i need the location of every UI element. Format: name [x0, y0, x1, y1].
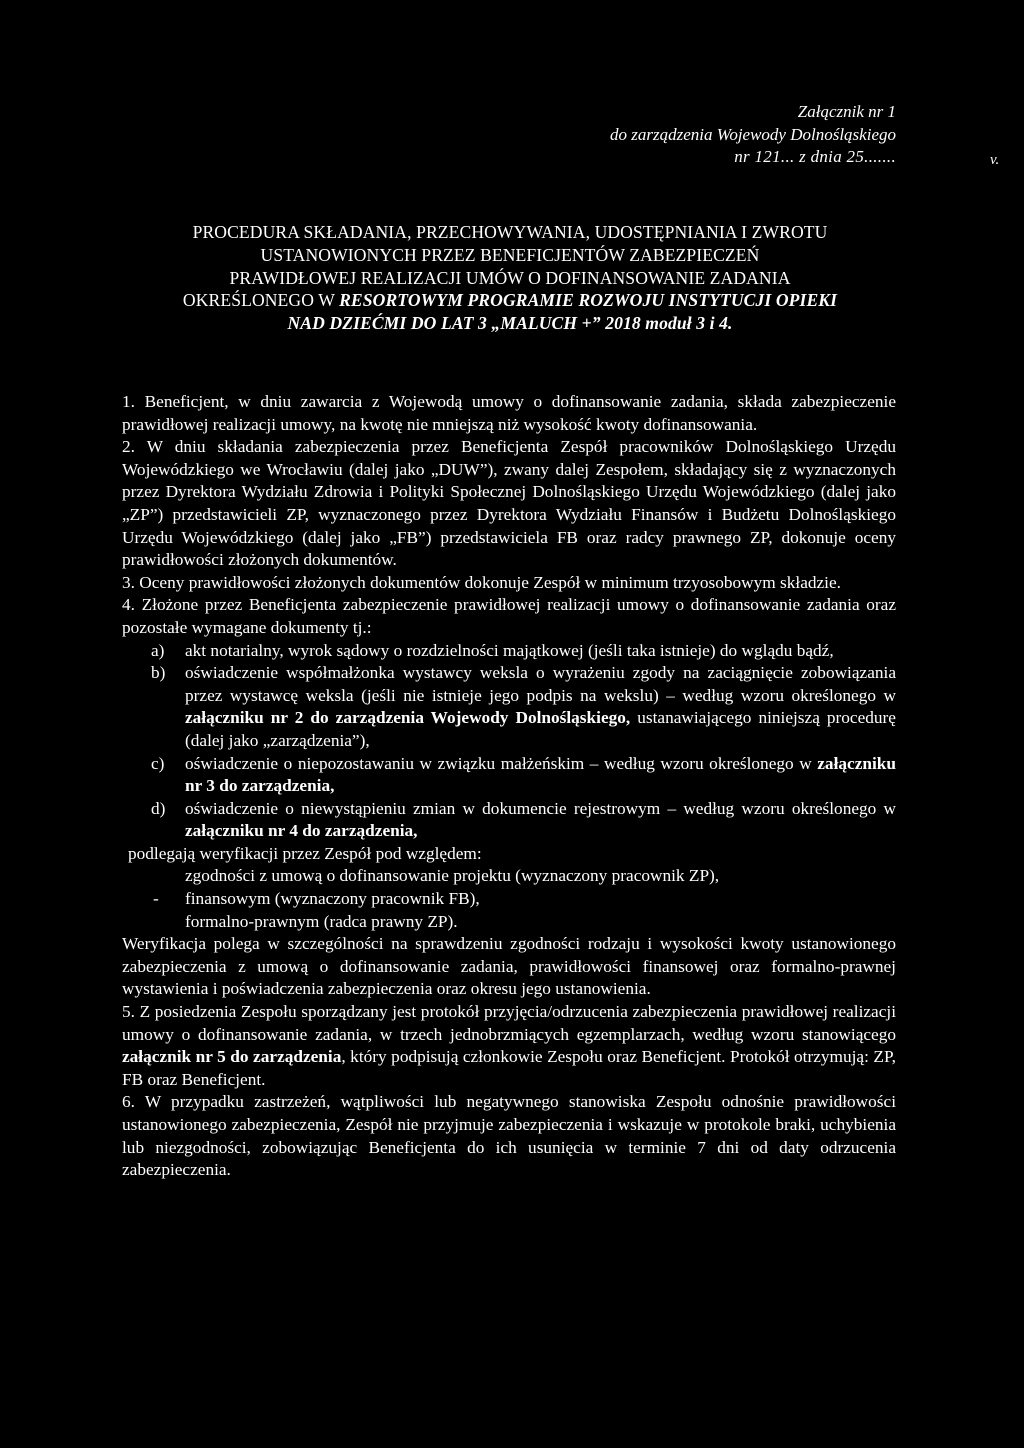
paragraph-5-text-b: , który podpisują członkowie Zespołu oraz Beneficjent. Protokół otrzymują: ZP, FB oraz Beneficjent.	[122, 1047, 896, 1089]
title-line-4-italic: RESORTOWYM PROGRAMIE ROZWOJU INSTYTUCJI OPIEKI	[339, 290, 838, 311]
paragraph-5-text-a: 5. Z posiedzenia Zespołu sporządzany jest protokół przyjęcia/odrzucenia zabezpieczenia prawidłowej realizacji umowy o dofinansowanie zadania, w trzech jednobrzmiących egzemplarzach, według wzoru stanowiącego	[122, 1002, 896, 1044]
paragraph-3: 3. Oceny prawidłowości złożonych dokumentów dokonuje Zespół w minimum trzyosobowym składzie.	[122, 572, 841, 592]
verification-item-1	[122, 865, 896, 888]
title-line-3: PRAWIDŁOWEJ REALIZACJI UMÓW O DOFINANSOWANIE ZADANIA	[229, 267, 791, 288]
list-text-b-2: ustanawiającego niniejszą procedurę (dalej jako „zarządzenia”),	[185, 708, 896, 750]
verification-text-1: zgodności z umową o dofinansowanie projektu (wyznaczony pracownik ZP),	[185, 866, 720, 886]
verification-subject: podlegają weryfikacji przez Zespół pod względem:	[128, 843, 482, 863]
paragraph-5	[122, 1001, 896, 1091]
attachment-header	[610, 101, 896, 169]
list-item-b	[122, 662, 896, 752]
document-list	[122, 640, 896, 843]
list-text-c: oświadczenie o niepozostawaniu w związku małżeńskim – według wzoru określonego w	[185, 753, 818, 773]
verification-item-2	[122, 888, 896, 911]
ordinance-reference: do zarządzenia Wojewody Dolnośląskiego	[609, 124, 896, 144]
document-title	[110, 221, 910, 335]
list-item-c	[122, 753, 896, 798]
list-text-d-bold: załączniku nr 4 do zarządzenia,	[185, 821, 418, 841]
list-label-c: c)	[151, 753, 165, 773]
list-label-b: b)	[151, 663, 166, 683]
paragraph-5-bold: załącznik nr 5 do zarządzenia	[122, 1047, 342, 1067]
title-line-1: PROCEDURA SKŁADANIA, PRZECHOWYWANIA, UDOSTĘPNIANIA I ZWROTU	[192, 222, 828, 242]
list-text-c-bold: załączniku nr 3 do zarządzenia,	[185, 753, 896, 796]
list-text-b-1: oświadczenie współmałżonka wystawcy weksla o wyrażeniu zgody na zaciągnięcie zobowiązania przez wystawcę weksla (jeśli nie istnieje jego podpis na wekslu) – według wzoru określonego w	[185, 663, 896, 705]
list-label-a: a)	[151, 640, 165, 660]
title-line-4-plain: OKREŚLONEGO W	[182, 290, 340, 311]
verification-dash: -	[153, 889, 159, 909]
paragraph-4: 4. Złożone przez Beneficjenta zabezpieczenie prawidłowej realizacji umowy o dofinansowanie zadania oraz pozostałe wymagane dokumenty tj.:	[122, 595, 896, 637]
list-item-d	[122, 798, 896, 843]
verification-text-3: formalno-prawnym (radca prawny ZP).	[185, 911, 458, 931]
document-body	[122, 391, 896, 1182]
paragraph-2: 2. W dniu składania zabezpieczenia przez Beneficjenta Zespół pracowników Dolnośląskiego Urzędu Wojewódzkiego we Wrocławiu (dalej jako „DUW”), zwany dalej Zespołem, składający się z wyznaczonych przez Dyrektora Wydziału Zdrowia i Polityki Społecznej Dolnośląskiego Urzędu Wojewódzkiego (dalej jako „ZP”) przedstawicieli ZP, wyznaczonego przez Dyrektora Wydziału Finansów i Budżetu Dolnośląskiego Urzędu Wojewódzkiego (dalej jako „FB”) przedstawiciela FB oraz radcy prawnego ZP, dokonuje oceny prawidłowości złożonych dokumentów.	[122, 437, 896, 570]
paragraph-1: 1. Beneficjent, w dniu zawarcia z Wojewodą umowy o dofinansowanie zadania, składa zabezpieczenie prawidłowej realizacji umowy, na kwotę nie mniejszą niż wysokość kwoty dofinansowania.	[122, 392, 896, 434]
verification-text-2: finansowym (wyznaczony pracownik FB),	[185, 889, 480, 909]
handwritten-mark: v.	[990, 152, 1000, 168]
list-text-a: akt notarialny, wyrok sądowy o rozdzielności majątkowej (jeśli taka istnieje) do wglądu bądź,	[185, 640, 834, 660]
title-line-4	[110, 289, 910, 312]
paragraph-6: 6. W przypadku zastrzeżeń, wątpliwości lub negatywnego stanowiska Zespołu odnośnie prawidłowości ustanowionego zabezpieczenia, Zespół nie przyjmuje zabezpieczenia i wskazuje w protokole braki, uchybienia lub niezgodności, zobowiązując Beneficjenta do ich usunięcia w terminie 7 dni od daty odrzucenia zabezpieczenia.	[122, 1092, 896, 1180]
list-text-b-bold: załączniku nr 2 do zarządzenia Wojewody Dolnośląskiego,	[185, 708, 631, 728]
list-item-a	[122, 640, 896, 663]
ordinance-number-date: nr 121... z dnia 25.......	[734, 147, 896, 166]
list-text-d: oświadczenie o niewystąpieniu zmian w dokumencie rejestrowym – według wzoru określonego w	[185, 798, 896, 818]
title-line-5: NAD DZIEĆMI DO LAT 3 „MALUCH +” 2018 moduł 3 i 4.	[287, 313, 733, 334]
verification-item-3	[122, 911, 896, 934]
title-line-2: USTANOWIONYCH PRZEZ BENEFICJENTÓW ZABEZPIECZEŃ	[260, 244, 760, 265]
attachment-number: Załącznik nr 1	[797, 102, 896, 121]
verification-paragraph: Weryfikacja polega w szczególności na sprawdzeniu zgodności rodzaju i wysokości kwoty ustanowionego zabezpieczenia z umową o dofinansowanie zadania, prawidłowości finansowej oraz formalno-prawnej wystawienia i poświadczenia zabezpieczenia oraz okresu jego ustanowienia.	[122, 934, 896, 999]
list-label-d: d)	[151, 798, 166, 818]
